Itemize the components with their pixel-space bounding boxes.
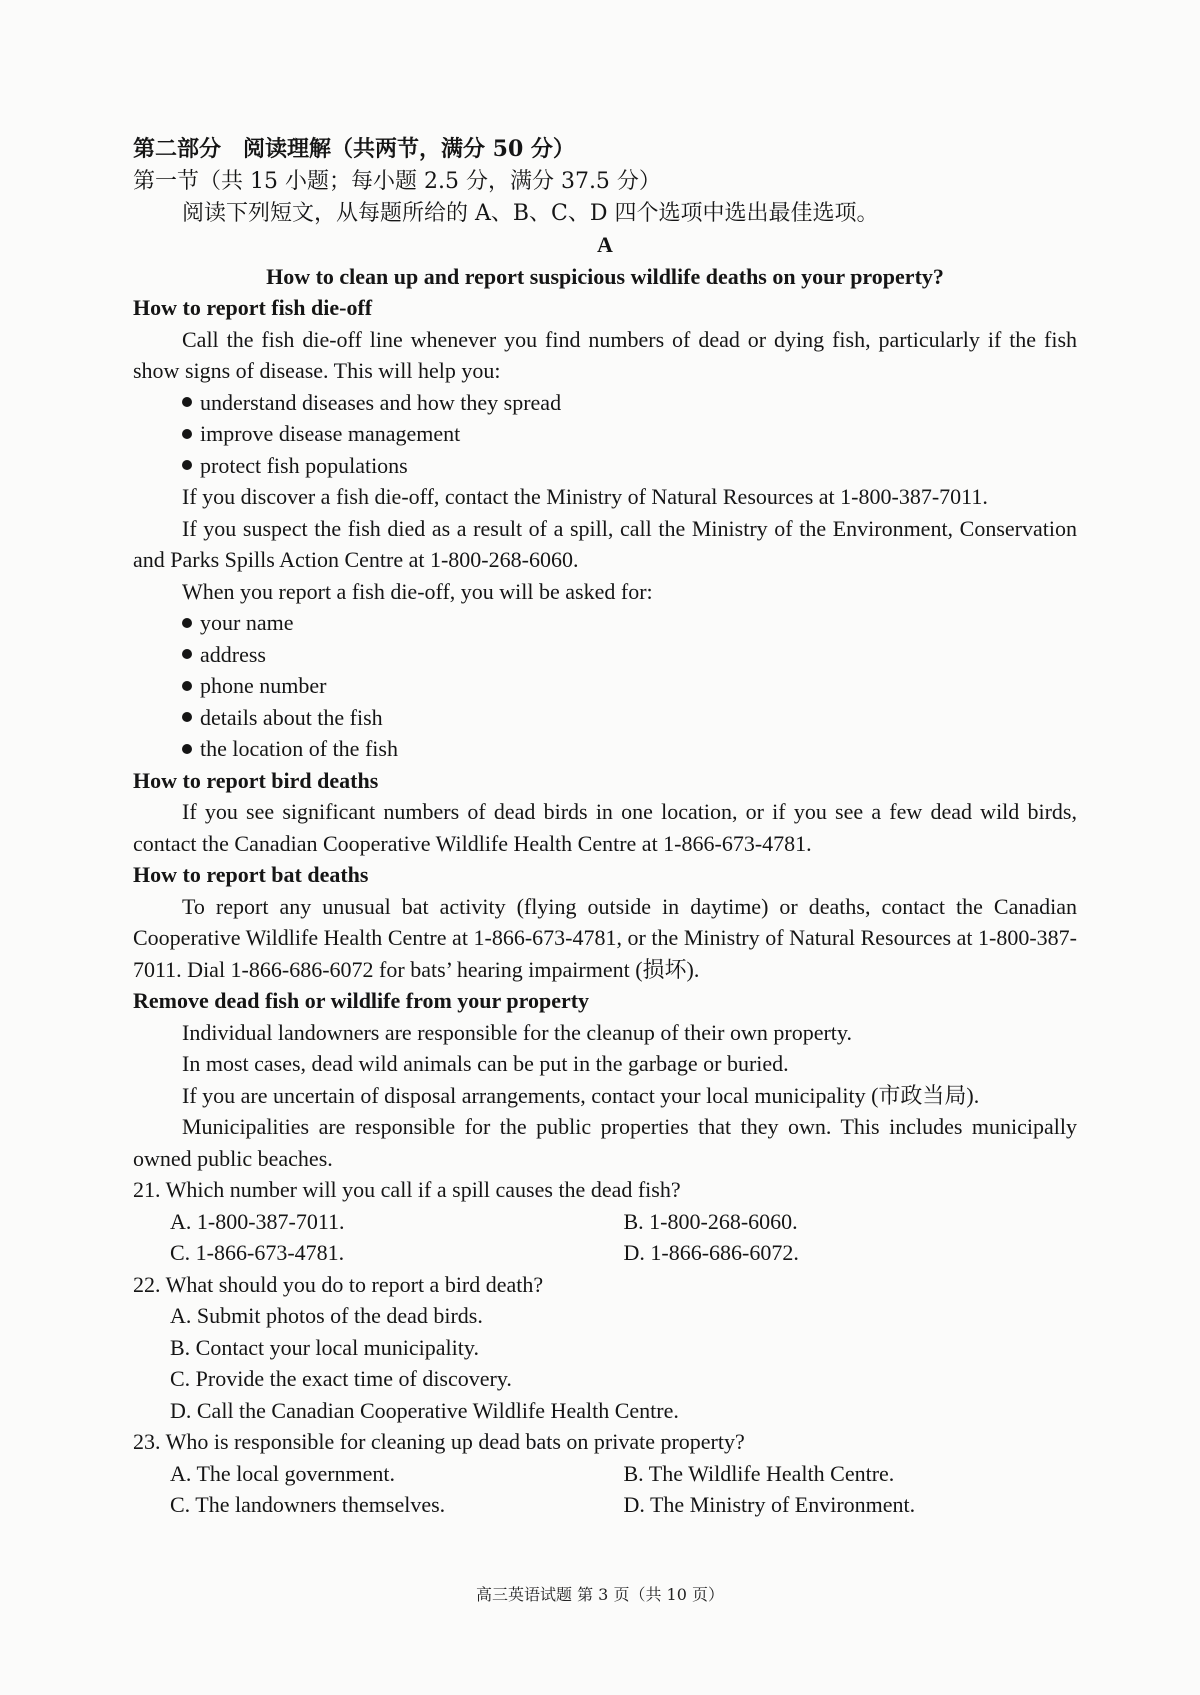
fish-paragraph-4: When you report a fish die-off, you will be asked for:	[182, 578, 653, 604]
option-b[interactable]: B. The Wildlife Health Centre.	[623, 1460, 895, 1486]
remove-paragraph-4: Municipalities are responsible for the public properties that they own. This includes municipally owned public beaches.	[133, 1114, 1077, 1171]
option-d[interactable]: D. Call the Canadian Cooperative Wildlife Health Centre.	[170, 1397, 679, 1423]
passage-letter: A	[597, 232, 613, 257]
bullet-item: protect fish populations	[133, 450, 1077, 482]
page-content	[133, 132, 1077, 1521]
option-b[interactable]: B. 1-800-268-6060.	[623, 1208, 798, 1234]
option-c[interactable]: C. The landowners themselves.	[170, 1492, 446, 1517]
question-21: 21. Which number will you call if a spill causes the dead fish?	[133, 1177, 681, 1202]
bullet-icon	[182, 712, 192, 722]
bullet-icon	[182, 618, 192, 628]
remove-paragraph-3: If you are uncertain of disposal arrangements, contact your local municipality (市政当局).	[182, 1082, 980, 1108]
option-c[interactable]: C. 1-866-673-4781.	[170, 1240, 345, 1265]
bullet-icon	[182, 744, 192, 754]
option-a[interactable]: A. Submit photos of the dead birds.	[170, 1303, 483, 1328]
page-footer: 高三英语试题 第 3 页（共 10 页）	[476, 1585, 724, 1604]
bullet-item: phone number	[133, 670, 1077, 702]
instruction: 阅读下列短文，从每题所给的 A、B、C、D 四个选项中选出最佳选项。	[182, 200, 879, 226]
bullet-icon	[182, 429, 192, 439]
fish-heading: How to report fish die-off	[133, 295, 373, 320]
question-23: 23. Who is responsible for cleaning up dead bats on private property?	[133, 1429, 745, 1454]
option-d[interactable]: D. The Ministry of Environment.	[623, 1492, 916, 1517]
bullet-item: your name	[133, 607, 1077, 639]
option-c[interactable]: C. Provide the exact time of discovery.	[170, 1366, 512, 1391]
bird-heading: How to report bird deaths	[133, 767, 379, 793]
bullet-icon	[182, 681, 192, 691]
passage-title: How to clean up and report suspicious wildlife deaths on your property?	[266, 263, 944, 289]
question-23-options	[133, 1458, 1077, 1490]
remove-paragraph-2: In most cases, dead wild animals can be put in the garbage or buried.	[182, 1051, 789, 1076]
option-d[interactable]: D. 1-866-686-6072.	[623, 1240, 799, 1265]
bullet-icon	[182, 397, 192, 407]
bullet-item: address	[133, 639, 1077, 671]
remove-paragraph-1: Individual landowners are responsible for the cleanup of their own property.	[182, 1019, 852, 1045]
question-22: 22. What should you do to report a bird death?	[133, 1271, 544, 1297]
option-a[interactable]: A. The local government.	[170, 1460, 396, 1486]
bullet-icon	[182, 649, 192, 659]
bullet-item: details about the fish	[133, 702, 1077, 734]
bat-paragraph: To report any unusual bat activity (flying outside in daytime) or deaths, contact the Canadian Cooperative Wildlife Health Centre at 1-866-673-4781, or the Ministry of Natural Resources at 1-800-387-7011. Dial 1-866-686-6072 for bats’ hearing impairment (损坏).	[133, 893, 1077, 982]
bullet-item: the location of the fish	[133, 733, 1077, 765]
question-21-options	[133, 1206, 1077, 1238]
option-a[interactable]: A. 1-800-387-7011.	[170, 1208, 345, 1234]
bird-paragraph: If you see significant numbers of dead birds in one location, or if you see a few dead wild birds, contact the Canadian Cooperative Wildlife Health Centre at 1-866-673-4781.	[133, 799, 1077, 856]
section-title: 第一节（共 15 小题；每小题 2.5 分，满分 37.5 分）	[133, 169, 661, 194]
option-b[interactable]: B. Contact your local municipality.	[170, 1334, 479, 1360]
bat-heading: How to report bat deaths	[133, 862, 369, 887]
fish-paragraph-1: Call the fish die-off line whenever you find numbers of dead or dying fish, particularly if the fish show signs of disease. This will help you:	[133, 326, 1077, 383]
bullet-icon	[182, 460, 192, 470]
bullet-item: understand diseases and how they spread	[133, 387, 1077, 419]
fish-paragraph-3: If you suspect the fish died as a result of a spill, call the Ministry of the Environment, Conservation and Parks Spills Action Centre at 1-800-268-6060.	[133, 515, 1077, 572]
question-21-options	[133, 1237, 1077, 1269]
bullet-item: improve disease management	[133, 418, 1077, 450]
fish-paragraph-2: If you discover a fish die-off, contact the Ministry of Natural Resources at 1-800-387-7011.	[182, 484, 988, 509]
remove-heading: Remove dead fish or wildlife from your property	[133, 988, 590, 1013]
part-title: 第二部分 阅读理解（共两节，满分 50 分）	[133, 136, 575, 162]
question-23-options	[133, 1489, 1077, 1521]
